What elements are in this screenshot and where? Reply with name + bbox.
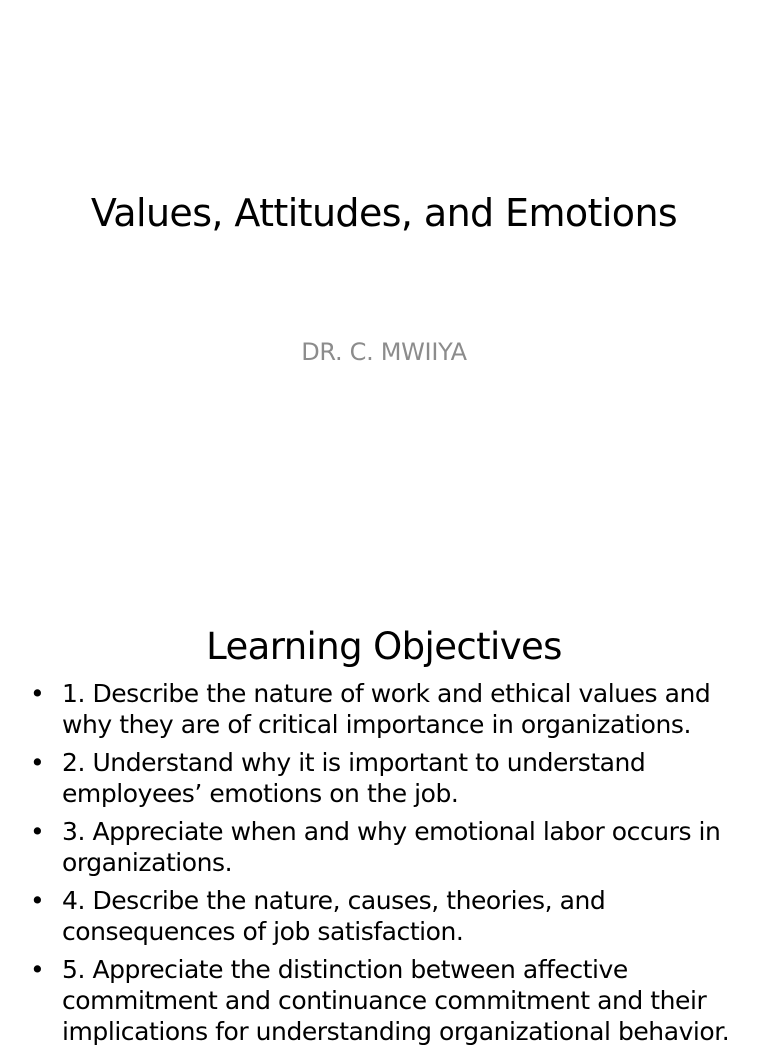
list-item	[30, 747, 760, 809]
list-item	[30, 678, 760, 740]
slide-title: Learning Objectives	[206, 625, 562, 668]
learning-objectives-slide	[0, 576, 768, 1046]
objectives-list	[30, 678, 760, 1054]
list-item	[30, 954, 760, 1047]
bullet-icon: •	[30, 679, 45, 708]
objective-text: 2. Understand why it is important to understand employees’ emotions on the job.	[62, 748, 646, 808]
bullet-icon: •	[30, 817, 45, 846]
presenter-name: DR. C. MWIIYA	[301, 338, 467, 366]
bullet-icon: •	[30, 955, 45, 984]
list-item	[30, 885, 760, 947]
objective-text: 5. Appreciate the distinction between affective commitment and continuance commitment and their implications for understanding organizational behavior.	[62, 955, 730, 1046]
list-item	[30, 816, 760, 878]
objective-text: 3. Appreciate when and why emotional labor occurs in organizations.	[62, 817, 721, 877]
objective-text: 1. Describe the nature of work and ethical values and why they are of critical importance in organizations.	[62, 679, 711, 739]
presentation-title: Values, Attitudes, and Emotions	[90, 191, 678, 235]
bullet-icon: •	[30, 886, 45, 915]
bullet-icon: •	[30, 748, 45, 777]
objective-text: 4. Describe the nature, causes, theories, and consequences of job satisfaction.	[62, 886, 606, 946]
